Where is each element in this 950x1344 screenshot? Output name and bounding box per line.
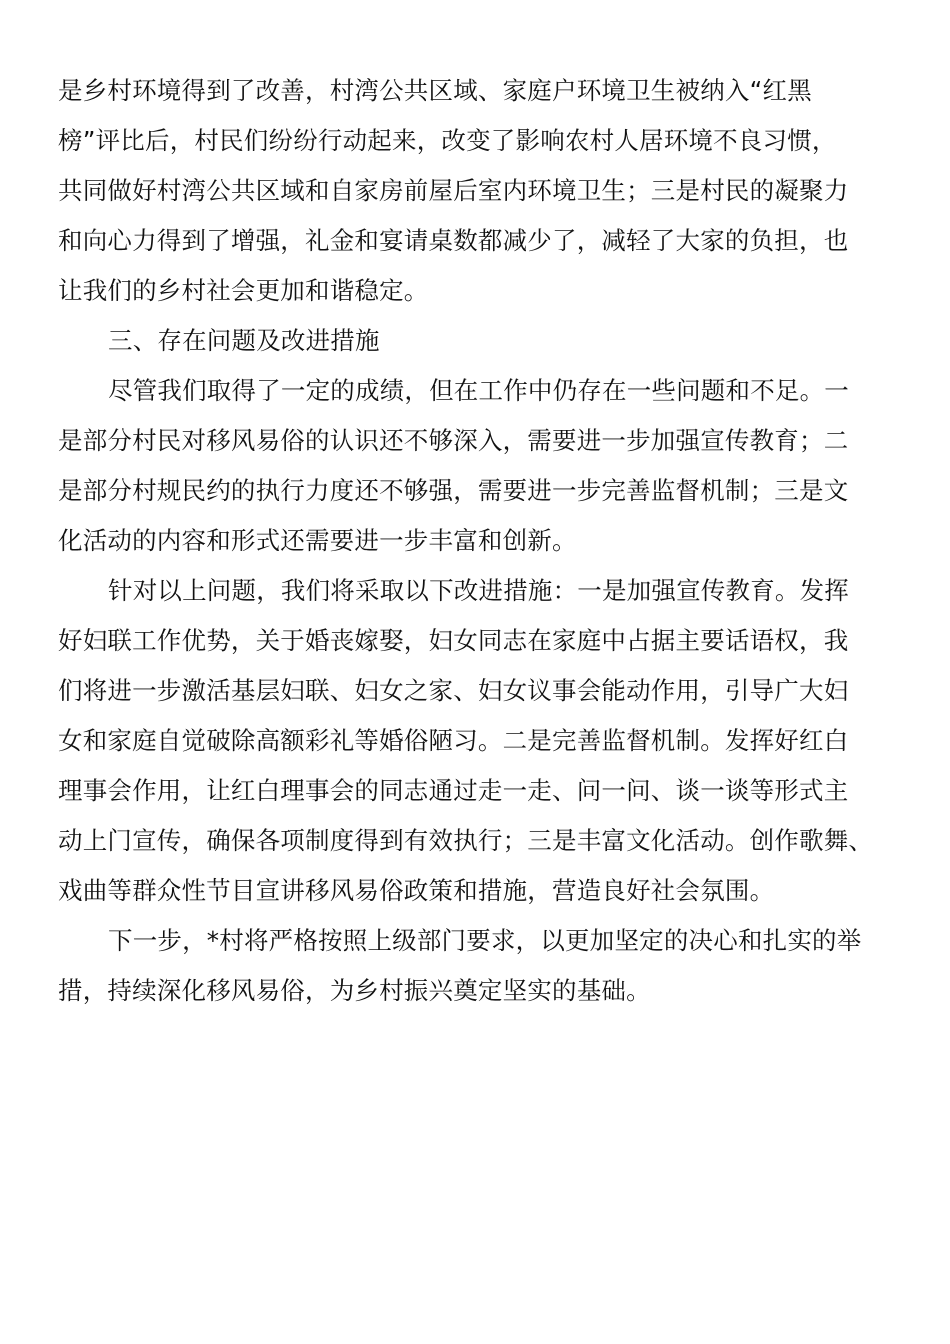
paragraph-line: 们将进一步激活基层妇联、妇女之家、妇女议事会能动作用，引导广大妇	[58, 676, 849, 705]
section-heading: 三、存在问题及改进措施	[108, 326, 380, 355]
paragraph-line: 尽管我们取得了一定的成绩，但在工作中仍存在一些问题和不足。一	[108, 376, 849, 405]
paragraph-line: 下一步，*村将严格按照上级部门要求，以更加坚定的决心和扎实的举	[108, 926, 862, 955]
paragraph-line: 好妇联工作优势，关于婚丧嫁娶，妇女同志在家庭中占据主要话语权，我	[58, 626, 849, 655]
document-body	[58, 66, 888, 1016]
paragraph-line: 是部分村民对移风易俗的认识还不够深入，需要进一步加强宣传教育；二	[58, 426, 849, 455]
paragraph-line: 是部分村规民约的执行力度还不够强，需要进一步完善监督机制；三是文	[58, 476, 849, 505]
paragraph-line: 针对以上问题，我们将采取以下改进措施：一是加强宣传教育。发挥	[108, 576, 849, 605]
paragraph-line: 戏曲等群众性节目宣讲移风易俗政策和措施，营造良好社会氛围。	[58, 876, 775, 905]
paragraph-line: 措，持续深化移风易俗，为乡村振兴奠定坚实的基础。	[58, 976, 651, 1005]
paragraph-line: 化活动的内容和形式还需要进一步丰富和创新。	[58, 526, 577, 555]
paragraph-line: 共同做好村湾公共区域和自家房前屋后室内环境卫生；三是村民的凝聚力	[58, 176, 849, 205]
paragraph-line: 和向心力得到了增强，礼金和宴请桌数都减少了，减轻了大家的负担，也	[58, 226, 849, 255]
paragraph-line: 让我们的乡村社会更加和谐稳定。	[58, 276, 429, 305]
paragraph-line: 女和家庭自觉破除高额彩礼等婚俗陋习。二是完善监督机制。发挥好红白	[58, 726, 849, 755]
paragraph-line: 榜”评比后，村民们纷纷行动起来，改变了影响农村人居环境不良习惯，	[58, 126, 837, 155]
paragraph-line: 是乡村环境得到了改善，村湾公共区域、家庭户环境卫生被纳入“红黑	[58, 76, 812, 105]
paragraph-line: 理事会作用，让红白理事会的同志通过走一走、问一问、谈一谈等形式主	[58, 776, 849, 805]
paragraph-line: 动上门宣传，确保各项制度得到有效执行；三是丰富文化活动。创作歌舞、	[58, 826, 874, 855]
